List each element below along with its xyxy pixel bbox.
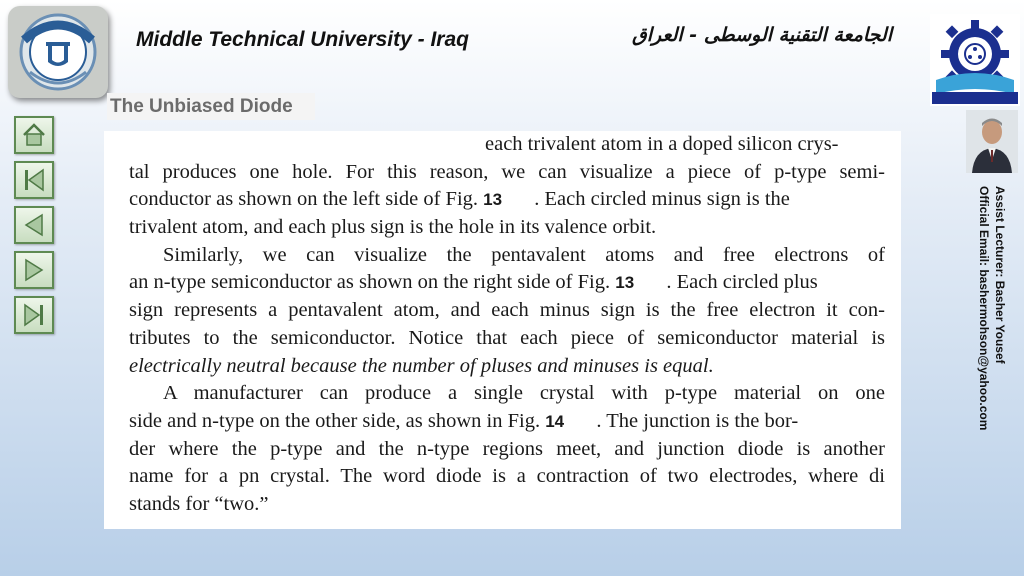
previous-icon — [21, 212, 47, 238]
text-segment: an n-type semiconductor as shown on the right side of Fig. — [129, 271, 611, 294]
content-panel — [104, 131, 901, 529]
text-line — [129, 269, 885, 297]
university-seal-icon — [14, 12, 102, 92]
text-line: A manufacturer can produce a single crystal with p-type material on one — [163, 382, 885, 405]
text-segment: conductor as shown on the left side of Fig. — [129, 188, 479, 211]
university-logo — [8, 6, 108, 98]
text-segment: . Each circled minus sign is the — [534, 188, 790, 211]
next-icon — [21, 257, 47, 283]
next-slide-button[interactable] — [14, 251, 54, 289]
text-line — [129, 186, 885, 214]
lecturer-photo — [966, 110, 1018, 173]
college-gear-icon — [930, 14, 1020, 106]
text-line: stands for “two.” — [129, 492, 269, 515]
skip-to-end-icon — [21, 302, 47, 328]
home-icon — [21, 122, 47, 148]
lecturer-name: Assist Lecturer: Basher Yousef — [993, 186, 1007, 364]
text-line: trivalent atom, and each plus sign is the hole in its valence orbit. — [129, 216, 657, 239]
lecturer-email: Official Email: bashermohson@yahoo.com — [977, 186, 991, 431]
avatar — [966, 110, 1018, 173]
lecturer-info — [976, 186, 1016, 456]
text-line — [129, 408, 885, 436]
text-line: each trivalent atom in a doped silicon crys- — [485, 133, 839, 155]
text-line: electrically neutral because the number of pluses and minuses is equal. — [129, 354, 714, 377]
text-segment: side and n-type on the other side, as shown in Fig. — [129, 409, 541, 432]
lecturer-info-text — [976, 186, 1008, 430]
last-slide-button[interactable] — [14, 296, 54, 334]
figure-reference: 13 — [483, 190, 503, 210]
text-segment: . Each circled plus — [666, 271, 818, 294]
first-slide-button[interactable] — [14, 161, 54, 199]
figure-reference: 13 — [615, 273, 635, 293]
skip-to-start-icon — [21, 167, 47, 193]
content-text — [129, 131, 885, 519]
previous-slide-button[interactable] — [14, 206, 54, 244]
section-title: The Unbiased Diode — [107, 93, 315, 120]
text-line: tributes to the semiconductor. Notice that each piece of semiconductor material is — [129, 326, 885, 349]
text-line: name for a pn crystal. The word diode is a contraction of two electrodes, where di — [129, 465, 885, 488]
text-segment: . The junction is the bor- — [596, 409, 799, 432]
home-button[interactable] — [14, 116, 54, 154]
university-title-ar: الجامعة التقنية الوسطى - العراق — [631, 24, 892, 46]
university-title-en: Middle Technical University - Iraq — [136, 28, 469, 51]
figure-reference: 14 — [545, 411, 565, 431]
text-line: tal produces one hole. For this reason, we can visualize a piece of p-type semi- — [129, 160, 885, 183]
text-line: sign represents a pentavalent atom, and each minus sign is the free electron it con- — [129, 299, 885, 322]
college-logo — [930, 14, 1020, 106]
text-line: der where the p-type and the n-type regions meet, and junction diode is another — [129, 437, 885, 460]
text-line: Similarly, we can visualize the pentavalent atoms and free electrons of — [163, 243, 885, 266]
